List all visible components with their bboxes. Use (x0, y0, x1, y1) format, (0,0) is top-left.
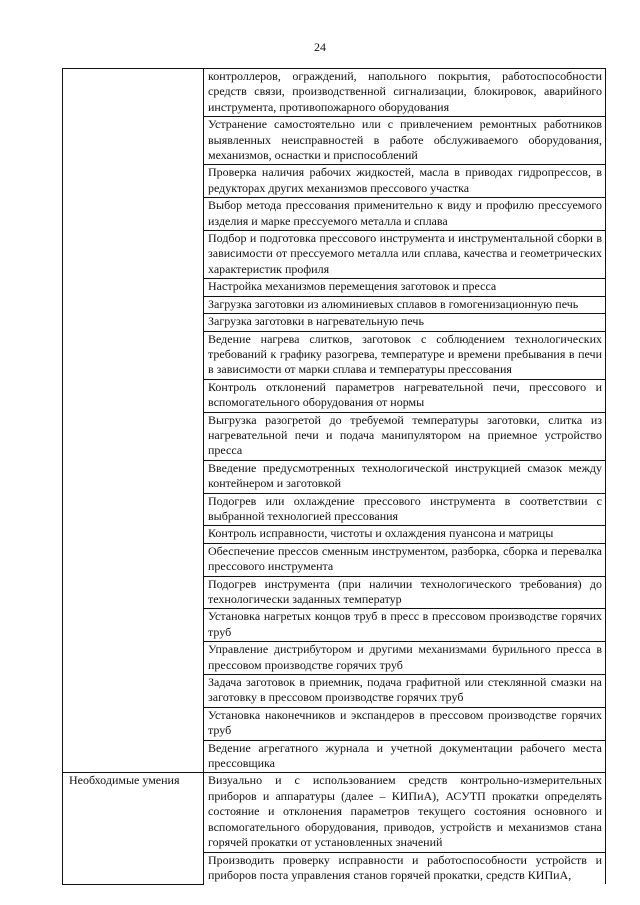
item-cell: Выбор метода прессования применительно к виду и профилю прессуемого изделия и марке прессуемого металла и сплава (204, 198, 606, 231)
item-cell: Загрузка заготовки из алюминиевых сплавов в гомогенизационную печь (204, 296, 606, 313)
item-cell: Подогрев инструмента (при наличии технологического требования) до технологически заданных температур (204, 576, 606, 609)
requirements-table (62, 68, 606, 885)
page-number: 24 (314, 40, 326, 54)
item-cell: Установка нагретых концов труб в пресс в прессовом производстве горячих труб (204, 609, 606, 642)
item-cell: Производить проверку исправности и работоспособности устройств и приборов поста управления станов горячей прокатки, средств КИПиА, (204, 852, 606, 884)
item-cell: Выгрузка разогретой до требуемой температуры заготовки, слитка из нагревательной печи и подача манипулятором на приемное устройство пресса (204, 412, 606, 460)
item-cell: Обеспечение прессов сменным инструментом, разборка, сборка и перевалка прессового инструмента (204, 543, 606, 576)
item-cell: Устранение самостоятельно или с привлечением ремонтных работников выявленных неисправностей в работе обслуживаемого оборудования, механизмов, оснастки и приспособлений (204, 117, 606, 165)
item-cell: Настройка механизмов перемещения заготовок и пресса (204, 279, 606, 296)
section-label-cell (63, 69, 204, 773)
item-cell: Подбор и подготовка прессового инструмента и инструментальной сборки в зависимости от прессуемого металла или сплава, качества и геометрических характеристик профиля (204, 231, 606, 279)
item-cell: Подогрев или охлаждение прессового инструмента в соответствии с выбранной технологией прессования (204, 493, 606, 526)
requirements-table-body (63, 69, 606, 885)
item-cell: Контроль отклонений параметров нагревательной печи, прессового и вспомогательного оборудования от нормы (204, 379, 606, 412)
table-row (63, 69, 606, 117)
item-cell: Контроль исправности, чистоты и охлаждения пуансона и матрицы (204, 526, 606, 543)
item-cell: Задача заготовок в приемник, подача графитной или стеклянной смазки на заготовку в прессовом производстве горячих труб (204, 675, 606, 708)
table-row (63, 773, 606, 852)
item-cell: Визуально и с использованием средств контрольно-измерительных приборов и аппаратуры (далее – КИПиА), АСУТП прокатки определять состояние и отклонения параметров текущего состояния основного и вспомогательного оборудования, приводов, устройств и механизмов стана горячей прокатки от установленных значений (204, 773, 606, 852)
item-cell: Введение предусмотренных технологической инструкцией смазок между контейнером и заготовкой (204, 460, 606, 493)
item-cell: Проверка наличия рабочих жидкостей, масла в приводах гидропрессов, в редукторах других механизмов прессового участка (204, 165, 606, 198)
item-cell: Управление дистрибутором и другими механизмами бурильного пресса в прессовом производстве горячих труб (204, 642, 606, 675)
item-cell: контроллеров, ограждений, напольного покрытия, работоспособности средств связи, производственной сигнализации, блокировок, аварийного инструмента, противопожарного оборудования (204, 69, 606, 117)
item-cell: Установка наконечников и экспандеров в прессовом производстве горячих труб (204, 707, 606, 740)
item-cell: Ведение нагрева слитков, заготовок с соблюдением технологических требований к графику разогрева, температуре и времени пребывания в печи в зависимости от марки сплава и температуры прессования (204, 331, 606, 379)
item-cell: Загрузка заготовки в нагревательную печь (204, 314, 606, 331)
item-cell: Ведение агрегатного журнала и учетной документации рабочего места прессовщика (204, 740, 606, 773)
section-label-cell: Необходимые умения (63, 773, 204, 884)
